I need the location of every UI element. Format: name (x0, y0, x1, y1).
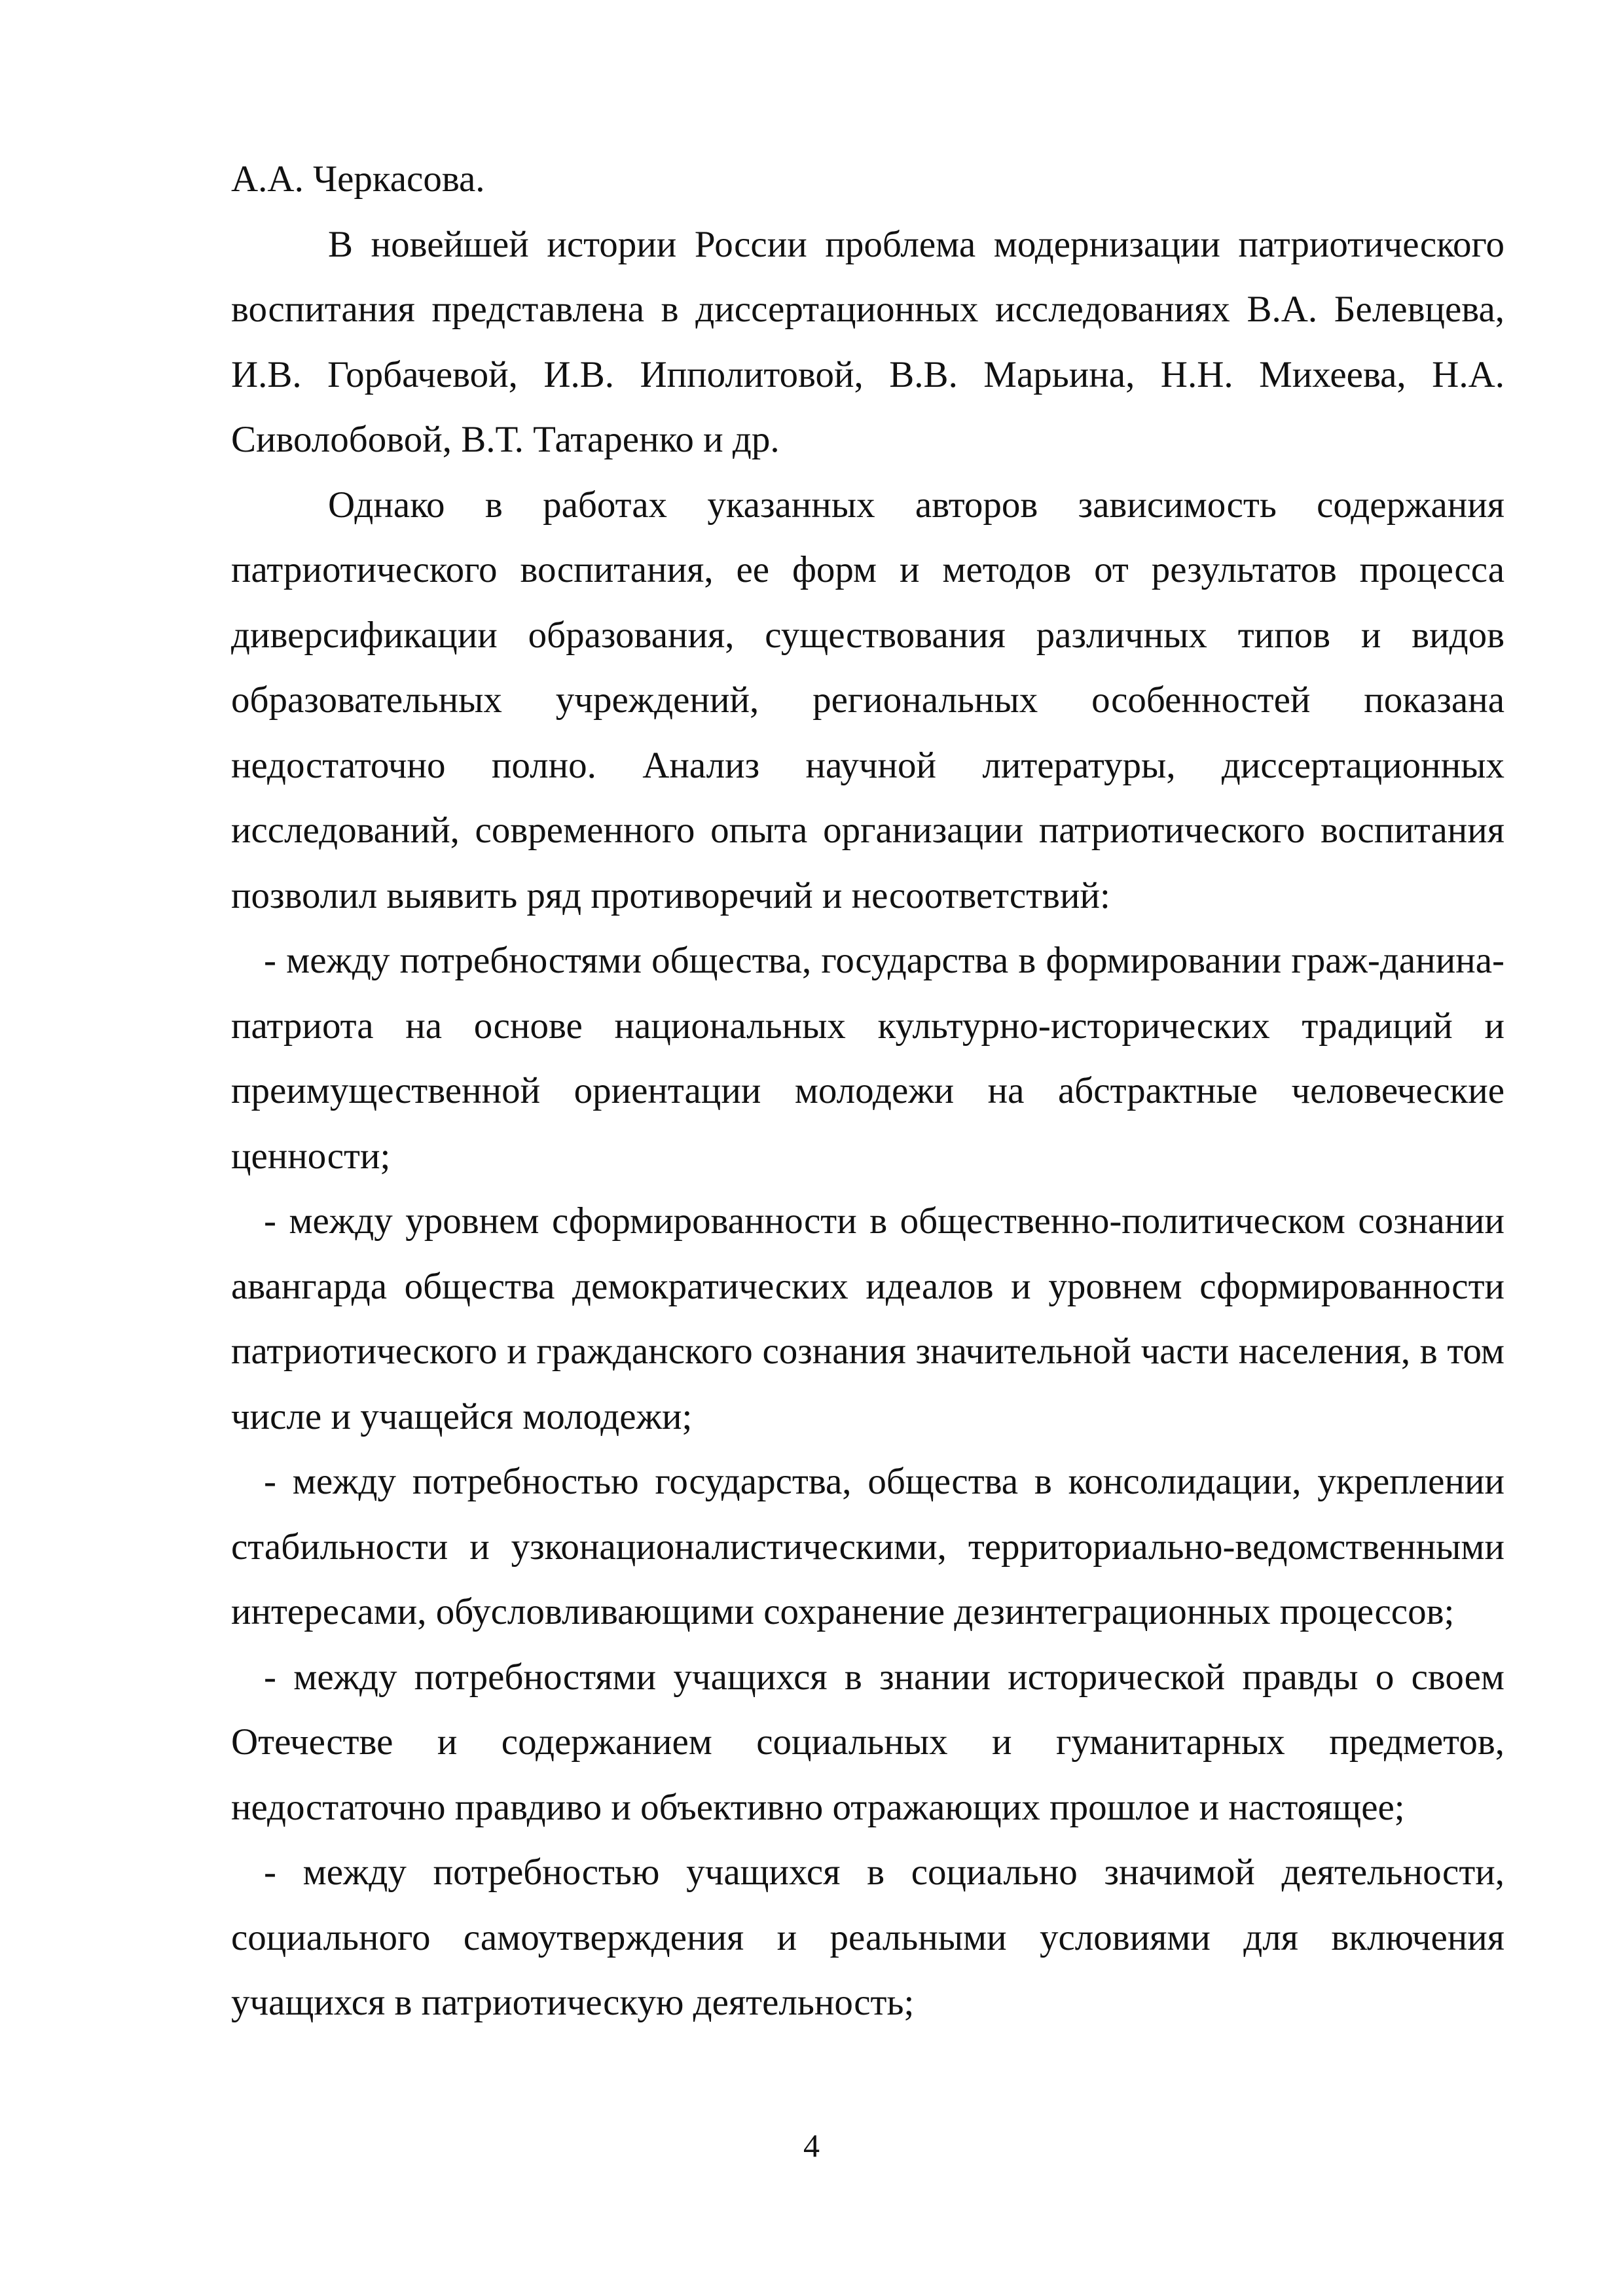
paragraph-contradictions-intro: Однако в работах указанных авторов зависимость содержания патриотического воспитания, ее форм и методов от результатов процесса диверсификации образования, существования различных типов и видов образовательных учреждений, региональных особенностей показана недостаточно полно. Анализ научной литературы, диссертационных исследований, современного опыта организации патриотического воспитания позволил выявить ряд противоречий и несоответствий: (231, 484, 1504, 916)
page-number: 4 (803, 2127, 820, 2164)
list-item-contradiction-3: - между потребностью государства, общества в консолидации, укреплении стабильности и узконационалистическими, территориально-ведомственными интересами, обусловливающими сохранение дезинтеграционных процессов; (231, 1461, 1504, 1632)
list-item-contradiction-5: - между потребностью учащихся в социально значимой деятельности, социального самоутверждения и реальными условиями для включения учащихся в патриотическую деятельность; (231, 1852, 1504, 2023)
paragraph-modern-history: В новейшей истории России проблема модернизации патриотического воспитания представлена в диссертационных исследованиях В.А. Белевцева, И.В. Горбачевой, И.В. Ипполитовой, В.В. Марьина, Н.Н. Михеева, Н.А. Сиволобовой, В.Т. Татаренко и др. (231, 223, 1504, 460)
list-item-contradiction-2: - между уровнем сформированности в общественно-политическом сознании авангарда общества демократических идеалов и уровнем сформированности патриотического и гражданского сознания значительной части населения, в том числе и учащейся молодежи; (231, 1200, 1504, 1437)
page-body (231, 147, 1504, 2036)
list-item-contradiction-1: - между потребностями общества, государства в формировании граж-данина-патриота на основе национальных культурно-исторических традиций и преимущественной ориентации молодежи на абстрактные человеческие ценности; (231, 940, 1504, 1177)
list-item-contradiction-4: - между потребностями учащихся в знании исторической правды о своем Отечестве и содержанием социальных и гуманитарных предметов, недостаточно правдиво и объективно отражающих прошлое и настоящее; (231, 1656, 1504, 1828)
paragraph-author-continuation: А.А. Черкасова. (231, 158, 485, 200)
